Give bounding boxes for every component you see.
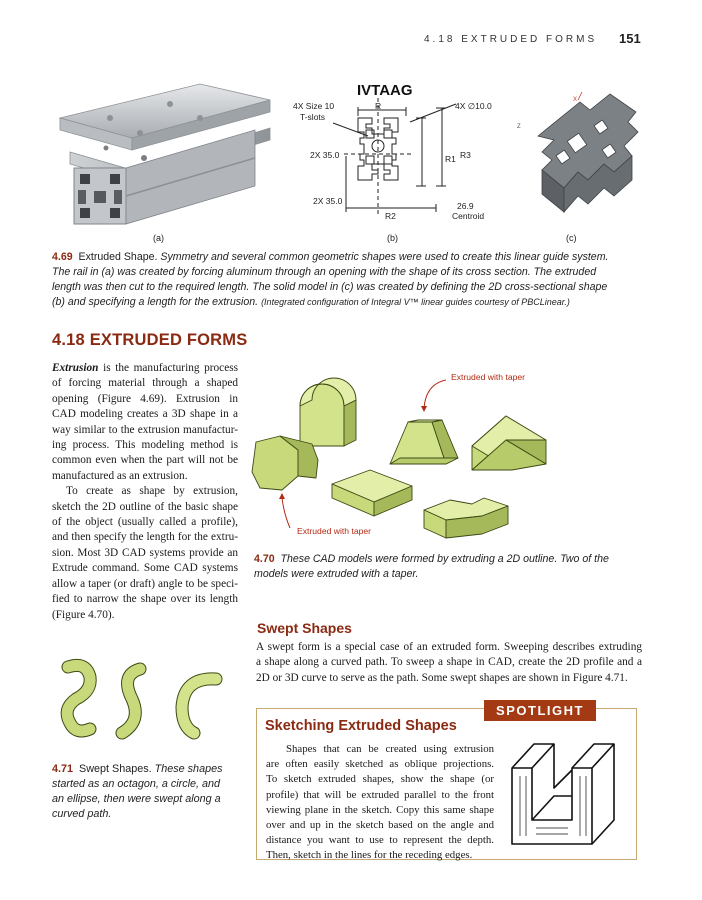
- body-line: CAD modeling creates a 3D shape in a: [52, 408, 238, 421]
- body-line: viewing plane in the sketch. Copy this same shape: [266, 803, 494, 816]
- extruded-models-figure: [250, 360, 560, 550]
- dim-size-label: 4X Size 10: [293, 101, 335, 111]
- dim-r1-label: R1: [445, 154, 456, 164]
- dim-r-label: R: [375, 101, 382, 111]
- centroid-label: Centroid: [452, 211, 485, 221]
- caption-text: Symmetry and several common geometric shapes were used to create this linear guide system.: [160, 251, 609, 263]
- body-line: are often easily sketched as oblique projections.: [266, 758, 494, 771]
- linear-guide-photo: [50, 78, 275, 230]
- running-head: 4.18 EXTRUDED FORMS: [424, 34, 598, 45]
- body-line: Shapes that can be created using extrusion: [286, 743, 494, 755]
- spotlight-tab: SPOTLIGHT: [484, 700, 596, 721]
- caption-text: The rail in (a) was created by forcing aluminum through an opening with the shape of its cross section. The extruded: [52, 266, 597, 278]
- axis-z-label: Z: [517, 124, 521, 130]
- caption-text: length was then cut to the required length. The solid model in (c) was created by defining the 2D cross-sectional shape: [52, 281, 608, 293]
- dim-tslots-label: T-slots: [300, 112, 326, 122]
- body-line: of the object (usually called a profile),: [52, 516, 238, 529]
- caption-line: [52, 250, 652, 265]
- caption-title: Extruded Shape.: [78, 251, 158, 263]
- solid-model-render: [518, 76, 653, 226]
- figure-label-a: (a): [153, 233, 164, 243]
- caption-number: 4.71: [52, 763, 74, 775]
- spotlight-heading: Sketching Extruded Shapes: [265, 718, 457, 734]
- body-line: sketch the 2D outline of the basic shape: [52, 500, 238, 513]
- body-line: To sketch extruded shapes, show the shape (or: [266, 773, 494, 786]
- page-number: 151: [619, 31, 641, 46]
- caption-text: These shapes: [154, 763, 223, 775]
- caption-text: an ellipse, then were swept along a: [52, 793, 221, 805]
- key-term: Extrusion: [52, 362, 99, 374]
- body-line: ing process. This modeling method is: [52, 439, 238, 452]
- body-line: of forcing material through a shaped: [52, 377, 238, 390]
- body-line: To create as shape by extrusion,: [66, 485, 238, 498]
- body-line: allow a taper (or draft) angle to be speci-: [52, 577, 238, 590]
- body-line: 2D or 3D curve to serve as the path. Some swept shapes are shown in Figure 4.71.: [256, 671, 628, 684]
- swept-shapes-figure: [44, 655, 244, 750]
- ivtaag-logo-text: IVTAAG: [357, 82, 413, 99]
- swept-shapes-heading: Swept Shapes: [257, 620, 352, 636]
- body-line: sion. Most 3D CAD systems provide an: [52, 546, 238, 559]
- caption-text: models were extruded with a taper.: [254, 568, 419, 580]
- body-line: Extrude command. Some CAD systems: [52, 562, 238, 575]
- figure-label-c: (c): [566, 233, 577, 243]
- section-heading: 4.18 EXTRUDED FORMS: [52, 331, 248, 349]
- dim-r3-label: R3: [460, 150, 471, 160]
- dim-bottom-label: 2X 35.0: [313, 196, 343, 206]
- caption-number: 4.69: [52, 251, 73, 263]
- caption-text: started as an octagon, a circle, and: [52, 778, 221, 790]
- body-line: over and up in the sketch based on the angle and: [266, 819, 494, 832]
- caption-number: 4.70: [254, 553, 275, 565]
- centroid-value: 26.9: [457, 201, 474, 211]
- body-line: way similar to the extrusion manufactur-: [52, 423, 238, 436]
- u-channel-sketch: [506, 736, 622, 852]
- figure-caption-4-70: [254, 552, 644, 582]
- axis-x-label: X: [573, 97, 578, 103]
- swept-body: [256, 640, 642, 686]
- body-line: (Figure 4.70).: [52, 608, 115, 621]
- caption-text: curved path.: [52, 808, 112, 820]
- body-line: Then, sketch in the lines for the receding edges.: [266, 849, 473, 862]
- section-body: [52, 361, 238, 623]
- caption-credit: (Integrated configuration of Integral V™ linear guides courtesy of PBCLinear.): [261, 297, 570, 307]
- dim-left-label: 2X 35.0: [310, 150, 340, 160]
- body-line: a shape along a curved path. To sweep a shape in CAD, create the 2D profile and a: [256, 656, 642, 669]
- body-line: manufactured as an extrusion.: [52, 469, 188, 482]
- figure-caption-4-69: [52, 250, 652, 310]
- body-line: is the manufacturing process: [103, 362, 238, 374]
- dim-diameter-label: 4X ∅10.0: [455, 101, 492, 111]
- callout-top: Extruded with taper: [451, 372, 526, 382]
- caption-text: These CAD models were formed by extruding a 2D outline. Two of the: [280, 553, 609, 565]
- figure-caption-4-71: [52, 762, 242, 822]
- caption-text: (b) and specifying a length for the extrusion.: [52, 296, 259, 308]
- body-line: fied to narrow the shape over its length: [52, 593, 238, 606]
- body-line: A swept form is a special case of an extruded form. Sweeping describes extruding: [256, 641, 642, 653]
- dim-r2-label: R2: [385, 211, 396, 221]
- spotlight-body: [266, 742, 494, 864]
- body-line: distance you want to use to represent the depth.: [266, 834, 494, 847]
- figure-label-b: (b): [387, 233, 398, 243]
- body-line: profile) that will be extruded parallel to the front: [266, 788, 494, 801]
- callout-bottom: Extruded with taper: [297, 526, 372, 536]
- body-line: common even when the part will not be: [52, 454, 238, 467]
- body-line: opening (Figure 4.69). Extrusion in: [52, 392, 238, 405]
- caption-title: Swept Shapes.: [79, 763, 152, 775]
- body-line: and then specify the length for the extru-: [52, 531, 238, 544]
